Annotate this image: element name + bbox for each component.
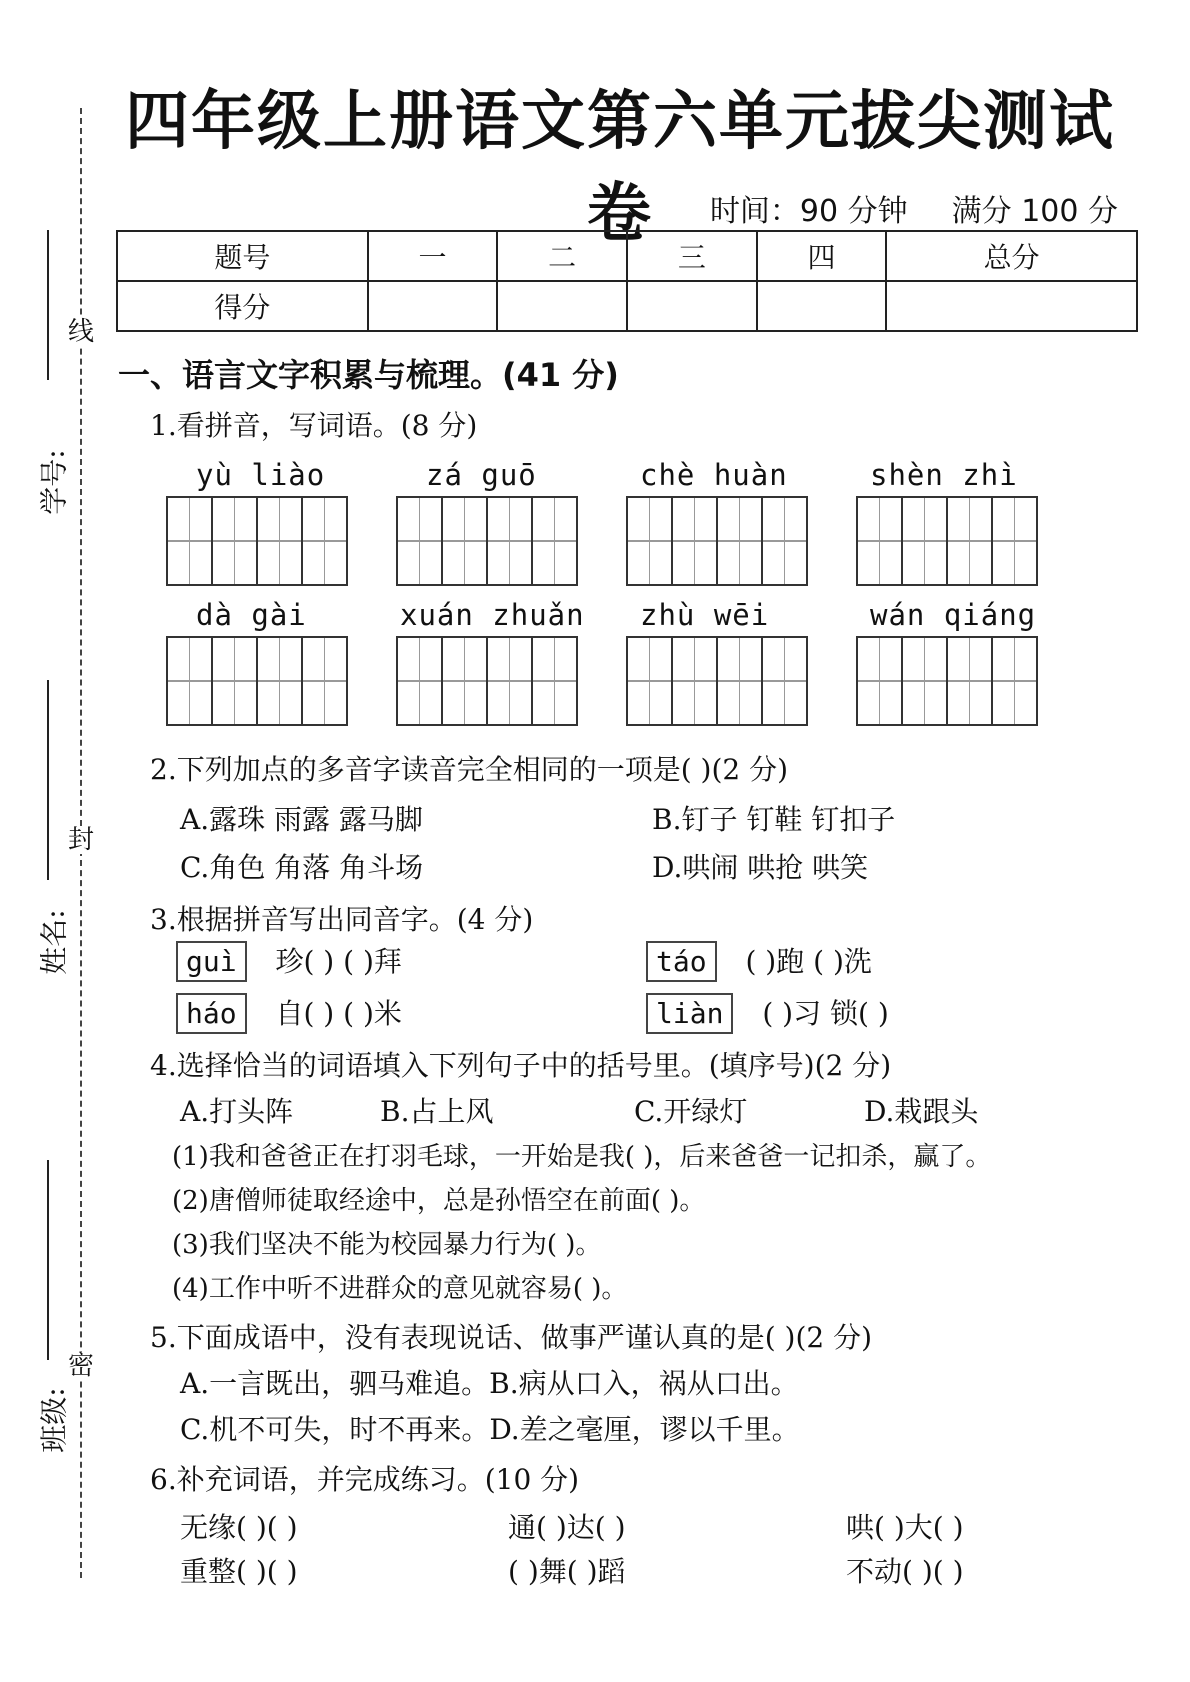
q3-blanks[interactable]: ( )跑 ( )洗 — [745, 945, 872, 978]
q6-item[interactable]: 哄( )大( ) — [846, 1511, 964, 1544]
q3-blanks[interactable]: ( )习 锁( ) — [762, 997, 889, 1030]
q5-options-ab[interactable]: A.一言既出，驷马难追。B.病从口入，祸从口出。 — [180, 1367, 799, 1400]
q1-title: 1.看拼音，写词语。(8 分) — [150, 409, 478, 442]
binding-mark-xian: 线 — [67, 317, 94, 347]
pinyin-label: zá guō — [426, 458, 537, 492]
name-line[interactable] — [47, 680, 49, 880]
q3-blanks[interactable]: 珍( ) ( )拜 — [275, 945, 402, 978]
q2-option-c[interactable]: C.角色 角落 角斗场 — [180, 851, 424, 884]
score-header-row — [117, 231, 1137, 281]
student-no-line[interactable] — [47, 230, 49, 380]
pinyin-box: háo — [176, 993, 247, 1034]
q4-sentence-4[interactable]: (4)工作中听不进群众的意见就容易( )。 — [172, 1274, 628, 1304]
pinyin-box: guì — [176, 941, 247, 982]
q4-option-c: C.开绿灯 — [634, 1095, 748, 1128]
score-cell[interactable] — [497, 281, 627, 331]
header-cell: 二 — [497, 231, 627, 281]
writing-grid[interactable] — [856, 636, 1038, 726]
pinyin-box: liàn — [646, 993, 733, 1034]
q5-title: 5.下面成语中，没有表现说话、做事严谨认真的是( )(2 分) — [150, 1321, 873, 1354]
full-score: 满分 100 分 — [951, 194, 1118, 229]
pinyin-label: dà gài — [196, 598, 307, 632]
class-line[interactable] — [47, 1160, 49, 1360]
pinyin-label: zhù wēi — [640, 598, 770, 632]
writing-grid[interactable] — [396, 636, 578, 726]
q6-item[interactable]: 不动( )( ) — [846, 1555, 964, 1588]
q4-option-a: A.打头阵 — [180, 1095, 294, 1128]
q3-row2-left — [176, 992, 402, 1034]
q5-options-cd[interactable]: C.机不可失，时不再来。D.差之毫厘，谬以千里。 — [180, 1413, 800, 1446]
score-cell[interactable] — [368, 281, 498, 331]
score-cell[interactable] — [627, 281, 757, 331]
q2-option-a[interactable]: A.露珠 雨露 露马脚 — [180, 803, 423, 836]
writing-grid[interactable] — [626, 636, 808, 726]
header-cell: 题号 — [117, 231, 368, 281]
student-no-label: 学号: — [37, 449, 71, 515]
pinyin-label: xuán zhuǎn — [400, 598, 585, 632]
page-title: 四年级上册语文第六单元拔尖测试卷 — [125, 85, 1115, 251]
writing-grid[interactable] — [856, 496, 1038, 586]
time-limit: 时间：90 分钟 — [709, 194, 908, 229]
binding-mark-feng: 封 — [67, 825, 94, 855]
name-label: 姓名: — [37, 909, 71, 975]
score-row — [117, 281, 1137, 331]
writing-grid[interactable] — [166, 496, 348, 586]
writing-grid[interactable] — [166, 636, 348, 726]
score-cell[interactable] — [757, 281, 887, 331]
q3-row2-right — [646, 992, 889, 1034]
q6-item[interactable]: 通( )达( ) — [508, 1511, 626, 1544]
pinyin-label: shèn zhì — [870, 458, 1018, 492]
class-label: 班级: — [37, 1387, 71, 1453]
q4-title: 4.选择恰当的词语填入下列句子中的括号里。(填序号)(2 分) — [150, 1049, 892, 1082]
section-1-title: 一、语言文字积累与梳理。(41 分) — [118, 356, 619, 394]
q2-option-b[interactable]: B.钉子 钉鞋 钉扣子 — [652, 803, 896, 836]
q6-title: 6.补充词语，并完成练习。(10 分) — [150, 1463, 580, 1496]
q3-title: 3.根据拼音写出同音字。(4 分) — [150, 903, 534, 936]
q2-title: 2.下列加点的多音字读音完全相同的一项是( )(2 分) — [150, 753, 789, 786]
q3-blanks[interactable]: 自( ) ( )米 — [275, 997, 402, 1030]
q3-row1-right — [646, 940, 872, 982]
binding-mark-mi: 密 — [67, 1351, 94, 1381]
q4-option-d: D.栽跟头 — [864, 1095, 979, 1128]
q4-option-b: B.占上风 — [380, 1095, 494, 1128]
q4-sentence-1[interactable]: (1)我和爸爸正在打羽毛球，一开始是我( )，后来爸爸一记扣杀，赢了。 — [172, 1142, 992, 1172]
writing-grid[interactable] — [396, 496, 578, 586]
q6-item[interactable]: ( )舞( )蹈 — [508, 1555, 626, 1588]
q4-sentence-3[interactable]: (3)我们坚决不能为校园暴力行为( )。 — [172, 1230, 602, 1260]
q6-item[interactable]: 无缘( )( ) — [180, 1511, 298, 1544]
pinyin-label: chè huàn — [640, 458, 788, 492]
pinyin-label: wán qiáng — [870, 598, 1037, 632]
q3-row1-left — [176, 940, 402, 982]
q6-item[interactable]: 重整( )( ) — [180, 1555, 298, 1588]
q4-sentence-2[interactable]: (2)唐僧师徒取经途中，总是孙悟空在前面( )。 — [172, 1186, 706, 1216]
pinyin-box: táo — [646, 941, 717, 982]
header-cell: 一 — [368, 231, 498, 281]
time-info — [710, 186, 1118, 230]
score-table — [116, 230, 1138, 332]
score-label: 得分 — [117, 281, 368, 331]
score-cell[interactable] — [886, 281, 1137, 331]
writing-grid[interactable] — [626, 496, 808, 586]
q2-option-d[interactable]: D.哄闹 哄抢 哄笑 — [652, 851, 869, 884]
pinyin-label: yù liào — [196, 458, 326, 492]
header-cell: 四 — [757, 231, 887, 281]
header-cell: 三 — [627, 231, 757, 281]
header-cell: 总分 — [886, 231, 1137, 281]
